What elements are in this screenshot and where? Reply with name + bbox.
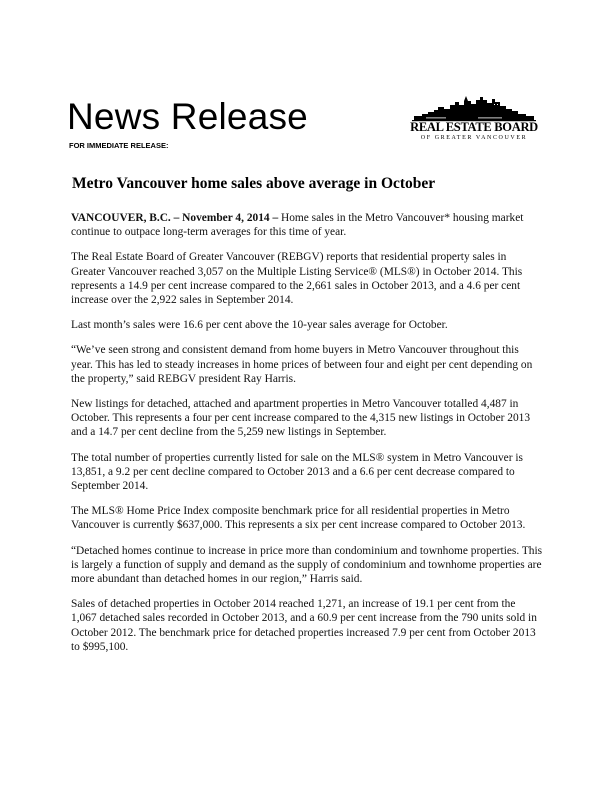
paragraph: Sales of detached properties in October 2014 reached 1,271, an increase of 19.1 per cent from the 1,067 detached sales recorded in October 2013, and a 60.9 per cent increase from the 790 units sold in October 2012. The benchmark price for detached properties increased 7.9 per cent from October 2013 to $995,100. — [71, 598, 537, 653]
rebgv-logo — [408, 92, 540, 150]
paragraph: The Real Estate Board of Greater Vancouver (REBGV) reports that residential property sales in Greater Vancouver reached 3,057 on the Multiple Listing Service® (MLS®) in October 2014. This represents a 14.9 per cent increase compared to the 2,661 sales in October 2013, and a 4.6 per cent increase over the 2,922 sales in September 2014. — [71, 251, 523, 307]
city-skyline-icon — [408, 92, 540, 122]
lead-text: Home sales in the Metro Vancouver* housing market continue to outpace long-term averages for this time of year. — [71, 212, 524, 239]
article-body — [71, 211, 543, 665]
paragraph-quote: “We’ve seen strong and consistent demand from home buyers in Metro Vancouver throughout this year. This has led to steady increases in home prices of between four and eight per cent depending on the property,” said REBGV president Ray Harris. — [71, 344, 533, 385]
paragraph-lead — [71, 211, 543, 239]
paragraph: The total number of properties currently listed for sale on the MLS® system in Metro Vancouver is 13,851, a 9.2 per cent decline compared to October 2013 and a 6.6 per cent decrease compared to September 2014. — [71, 451, 523, 493]
release-tag: FOR IMMEDIATE RELEASE: — [69, 141, 169, 150]
paragraph: Last month’s sales were 16.6 per cent above the 10-year sales average for October. — [71, 319, 448, 332]
dateline: VANCOUVER, B.C. – November 4, 2014 – — [71, 212, 279, 224]
paragraph: The MLS® Home Price Index composite benchmark price for all residential properties in Metro Vancouver is currently $637,000. This represents a six per cent increase compared to October 2013. — [71, 505, 526, 532]
headline: Metro Vancouver home sales above average in October — [72, 175, 436, 192]
logo-subtitle: OF GREATER VANCOUVER — [420, 135, 528, 141]
page-title: News Release — [67, 96, 308, 137]
paragraph-quote: “Detached homes continue to increase in price more than condominium and townhome properties. This is largely a function of supply and demand as the supply of condominium and townhome properties are more abundant than detached homes in our region,” Harris said. — [71, 544, 543, 586]
paragraph: New listings for detached, attached and apartment properties in Metro Vancouver totalled 4,487 in October. This represents a four per cent increase compared to the 4,315 new listings in October 2013 and a 14.7 per cent decline from the 5,259 new listings in September. — [71, 398, 531, 439]
logo-wordmark: REAL ESTATE BOARD — [410, 120, 538, 134]
